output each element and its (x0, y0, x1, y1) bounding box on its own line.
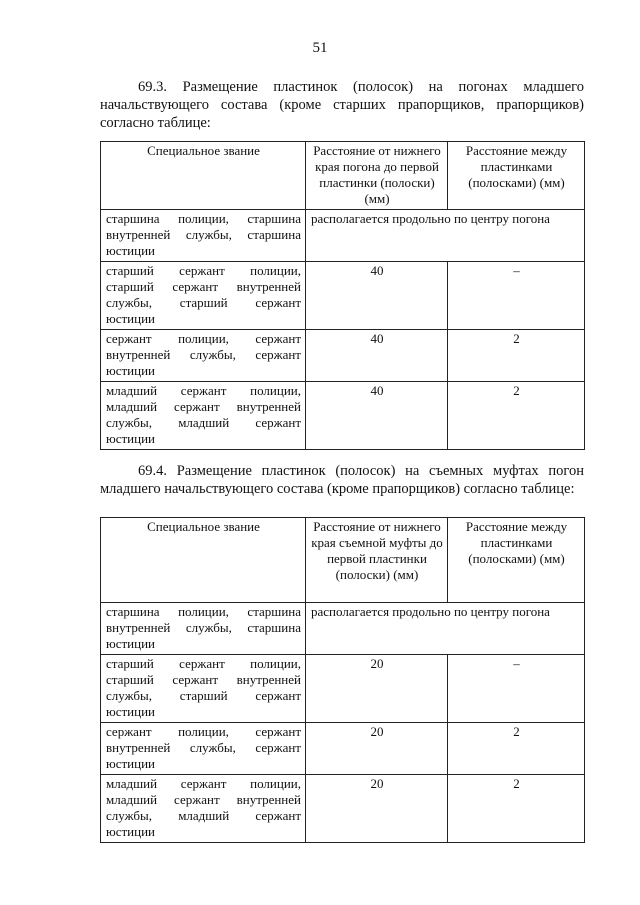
distance-cell: 20 (306, 655, 448, 723)
spacing-cell: 2 (448, 775, 585, 843)
table-header-row (101, 518, 585, 603)
rank-cell: старший сержант полиции, старший сержант внутренней службы, старший сержант юстиции (101, 262, 306, 330)
section-69-3-text: 69.3. Размещение пластинок (полосок) на погонах младшего начальствующего состава (кроме старших прапорщиков, прапорщиков) согласно таблице: (100, 79, 584, 131)
section-69-4-text: 69.4. Размещение пластинок (полосок) на съемных муфтах погон младшего начальствующего состава (кроме прапорщиков) согласно таблице: (100, 463, 584, 497)
header-rank: Специальное звание (101, 142, 306, 210)
header-spacing: Расстояние между пластинками (полосками) (мм) (448, 518, 585, 603)
header-rank: Специальное звание (101, 518, 306, 603)
header-spacing: Расстояние между пластинками (полосками) (мм) (448, 142, 585, 210)
table-row (101, 382, 585, 450)
rank-cell: младший сержант полиции, младший сержант внутренней службы, младший сержант юстиции (101, 382, 306, 450)
section-69-3-paragraph (100, 78, 584, 132)
spacing-cell: 2 (448, 382, 585, 450)
spacing-cell: 2 (448, 723, 585, 775)
table-row (101, 330, 585, 382)
distance-cell: 20 (306, 775, 448, 843)
rank-cell: старший сержант полиции, старший сержант внутренней службы, старший сержант юстиции (101, 655, 306, 723)
table-epaulette-strips (100, 141, 585, 450)
page-number: 51 (312, 40, 328, 56)
table-row (101, 262, 585, 330)
header-distance: Расстояние от нижнего края съемной муфты до первой пластинки (полоски) (мм) (306, 518, 448, 603)
distance-cell: 40 (306, 262, 448, 330)
spacing-cell: – (448, 655, 585, 723)
placement-note-cell: располагается продольно по центру погона (306, 603, 585, 655)
rank-cell: старшина полиции, старшина внутренней службы, старшина юстиции (101, 210, 306, 262)
header-distance: Расстояние от нижнего края погона до первой пластинки (полоски) (мм) (306, 142, 448, 210)
spacing-cell: 2 (448, 330, 585, 382)
distance-cell: 20 (306, 723, 448, 775)
table-row (101, 655, 585, 723)
table-row (101, 603, 585, 655)
rank-cell: сержант полиции, сержант внутренней службы, сержант юстиции (101, 723, 306, 775)
table-sleeve-strips (100, 517, 585, 843)
placement-note-cell: располагается продольно по центру погона (306, 210, 585, 262)
spacing-cell: – (448, 262, 585, 330)
distance-cell: 40 (306, 382, 448, 450)
rank-cell: младший сержант полиции, младший сержант внутренней службы, младший сержант юстиции (101, 775, 306, 843)
table-row (101, 775, 585, 843)
table-row (101, 723, 585, 775)
table-row (101, 210, 585, 262)
rank-cell: старшина полиции, старшина внутренней службы, старшина юстиции (101, 603, 306, 655)
section-69-4-paragraph (100, 462, 584, 498)
rank-cell: сержант полиции, сержант внутренней службы, сержант юстиции (101, 330, 306, 382)
distance-cell: 40 (306, 330, 448, 382)
table-header-row (101, 142, 585, 210)
